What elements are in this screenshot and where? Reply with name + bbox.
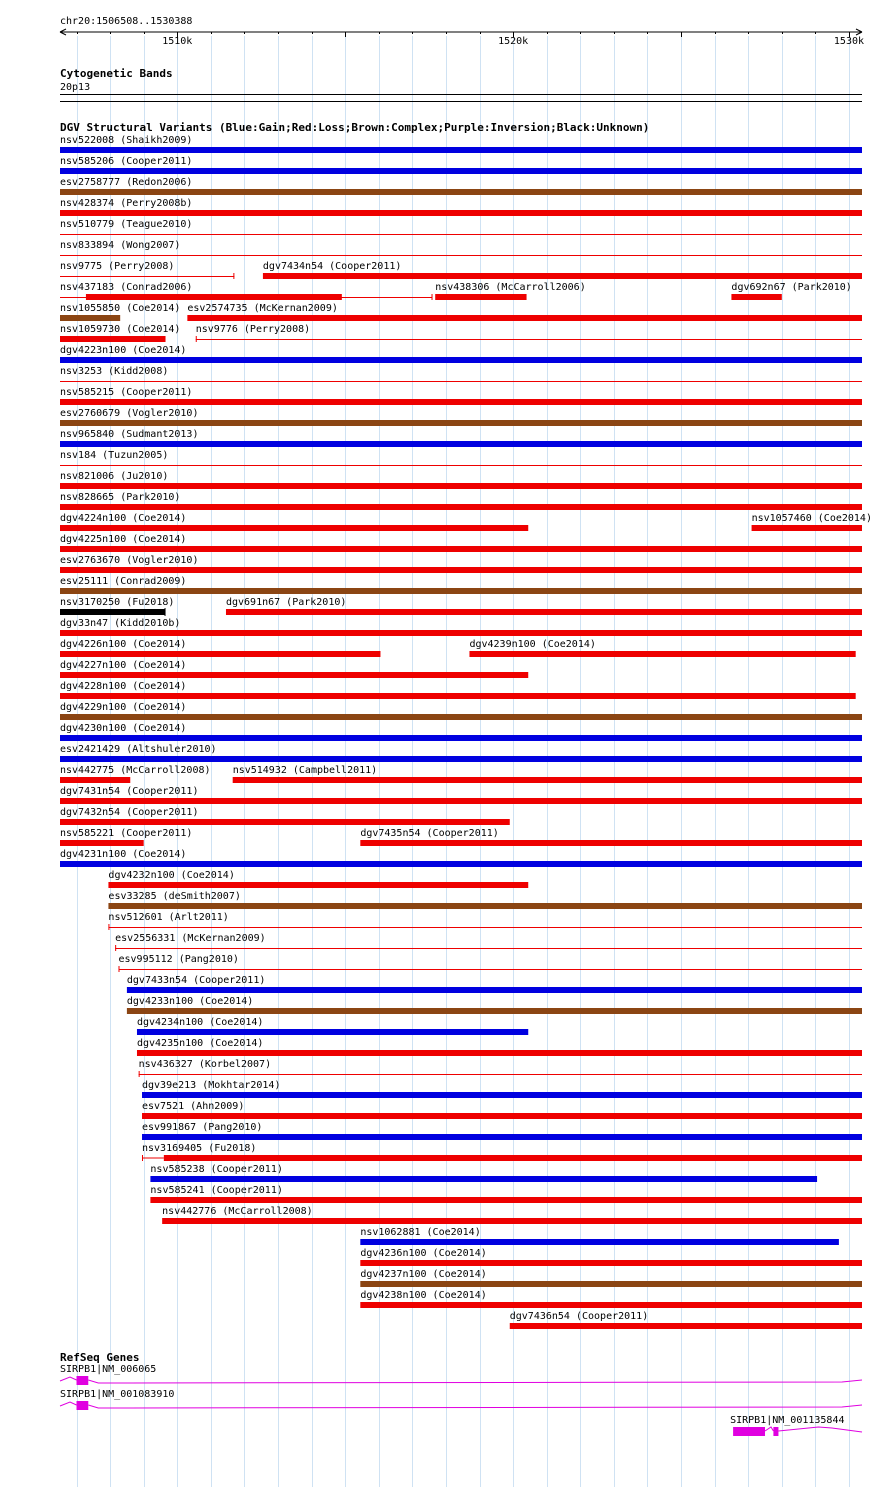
variant-label: dgv691n67 (Park2010) — [225, 597, 347, 608]
variant-label: nsv585215 (Cooper2011) — [60, 387, 193, 398]
variant-label: dgv4231n100 (Coe2014) — [60, 849, 187, 860]
variant-bar — [60, 756, 862, 762]
variant-label: dgv4227n100 (Coe2014) — [60, 660, 187, 671]
variant-label: nsv428374 (Perry2008b) — [60, 198, 193, 209]
variant-label: esv25111 (Conrad2009) — [60, 576, 187, 587]
variant-label: nsv436327 (Korbel2007) — [138, 1059, 272, 1070]
variant-bar — [60, 399, 862, 405]
variant-label: esv2421429 (Altshuler2010) — [60, 744, 217, 755]
variant-label: dgv4236n100 (Coe2014) — [360, 1248, 487, 1259]
variant-label: nsv184 (Tuzun2005) — [60, 450, 169, 461]
variant-label: nsv3169405 (Fu2018) — [142, 1143, 257, 1154]
variant-label: nsv1059730 (Coe2014) — [60, 324, 181, 335]
variant-label: nsv1062881 (Coe2014) — [360, 1227, 481, 1238]
variant-bar — [60, 588, 862, 594]
variant-label: dgv4229n100 (Coe2014) — [60, 702, 187, 713]
variant-label: dgv33n47 (Kidd2010b) — [60, 618, 181, 629]
variant-bar — [60, 651, 380, 657]
variant-label: nsv1055850 (Coe2014) — [60, 303, 181, 314]
variant-label: nsv833894 (Wong2007) — [60, 240, 181, 251]
variant-bar — [60, 210, 862, 216]
dgv-features — [60, 135, 872, 1329]
variant-bar — [60, 840, 144, 846]
gene-intron-line — [60, 1402, 862, 1408]
variant-label: dgv7433n54 (Cooper2011) — [126, 975, 266, 986]
variant-bar — [142, 1092, 862, 1098]
variant-label: dgv4235n100 (Coe2014) — [136, 1038, 264, 1049]
variant-label: dgv4225n100 (Coe2014) — [60, 534, 187, 545]
variant-bar — [263, 273, 862, 279]
variant-bar — [360, 1239, 839, 1245]
variant-bar — [60, 525, 528, 531]
variant-bar — [142, 1113, 862, 1119]
variant-label: esv7521 (Ahn2009) — [142, 1101, 245, 1112]
variant-label: dgv4230n100 (Coe2014) — [60, 723, 187, 734]
variant-bar — [127, 1008, 862, 1014]
variant-label: esv2574735 (McKernan2009) — [187, 303, 338, 314]
variant-bar — [137, 1050, 862, 1056]
variant-label: esv2763670 (Vogler2010) — [60, 555, 199, 566]
dgv-structural-variants-track — [60, 121, 872, 1329]
variant-label: nsv522008 (Shaikh2009) — [60, 135, 193, 146]
variant-label: nsv3170250 (Fu2018) — [60, 597, 175, 608]
variant-label: nsv9776 (Perry2008) — [195, 324, 311, 335]
variant-label: nsv585221 (Cooper2011) — [60, 828, 193, 839]
variant-bar — [60, 693, 856, 699]
variant-label: dgv4239n100 (Coe2014) — [469, 639, 596, 650]
cytoband-label: 20p13 — [60, 82, 91, 93]
cytoband-track-title: Cytogenetic Bands — [60, 67, 173, 80]
variant-label: nsv3253 (Kidd2008) — [60, 366, 169, 377]
variant-label: nsv442776 (McCarroll2008) — [162, 1206, 313, 1217]
variant-label: dgv4233n100 (Coe2014) — [126, 996, 254, 1007]
variant-bar — [60, 798, 862, 804]
gene-exon — [77, 1401, 89, 1410]
variant-bar — [360, 840, 862, 846]
variant-bar — [60, 861, 862, 867]
variant-bar — [360, 1260, 862, 1266]
variant-bar — [360, 1302, 862, 1308]
gene-label: SIRPB1|NM_006065 — [60, 1364, 157, 1375]
variant-label: esv995112 (Pang2010) — [118, 954, 239, 965]
variant-bar — [60, 441, 862, 447]
variant-label: dgv7435n54 (Cooper2011) — [360, 828, 499, 839]
variant-label: nsv585241 (Cooper2011) — [150, 1185, 283, 1196]
region-label: chr20:1506508..1530388 — [60, 16, 193, 27]
variant-bar — [752, 525, 862, 531]
variant-label: nsv9775 (Perry2008) — [60, 261, 175, 272]
gene-exon — [773, 1427, 778, 1436]
variant-bar — [60, 336, 166, 342]
variant-bar — [187, 315, 862, 321]
variant-bar — [108, 882, 528, 888]
variant-bar — [162, 1218, 862, 1224]
variant-label: dgv4224n100 (Coe2014) — [60, 513, 187, 524]
variant-label: dgv692n67 (Park2010) — [731, 282, 852, 293]
variant-bar — [127, 987, 862, 993]
variant-bar — [360, 1281, 862, 1287]
ruler-tick-label: 1520k — [498, 36, 529, 47]
dgv-track-title: DGV Structural Variants (Blue:Gain;Red:Loss;Brown:Complex;Purple:Inversion;Black:Unknown) — [60, 121, 650, 134]
gene-exon — [733, 1427, 765, 1436]
variant-bar — [469, 651, 855, 657]
variant-label: nsv512601 (Arlt2011) — [108, 912, 229, 923]
variant-bar — [60, 168, 862, 174]
variant-bar — [60, 672, 528, 678]
variant-bar — [150, 1176, 817, 1182]
variant-label: esv2758777 (Redon2006) — [60, 177, 193, 188]
variant-label: nsv965840 (Sudmant2013) — [60, 429, 199, 440]
position-ruler — [60, 16, 864, 47]
variant-label: dgv4223n100 (Coe2014) — [60, 345, 187, 356]
variant-label: esv33285 (deSmith2007) — [108, 891, 241, 902]
variant-bar — [60, 147, 862, 153]
refseq-genes-track — [60, 1351, 862, 1436]
variant-bar — [60, 420, 862, 426]
variant-bar — [60, 315, 120, 321]
variant-bar — [60, 567, 862, 573]
variant-label: dgv4234n100 (Coe2014) — [136, 1017, 264, 1028]
variant-bar — [60, 189, 862, 195]
refseq-features — [60, 1364, 862, 1436]
variant-label: nsv438306 (McCarroll2006) — [435, 282, 586, 293]
variant-label: esv2556331 (McKernan2009) — [115, 933, 266, 944]
variant-label: nsv437183 (Conrad2006) — [60, 282, 193, 293]
gene-label: SIRPB1|NM_001135844 — [730, 1415, 845, 1426]
variant-bar — [60, 483, 862, 489]
variant-bar — [142, 1134, 862, 1140]
variant-label: nsv510779 (Teague2010) — [60, 219, 193, 230]
variant-label: nsv585238 (Cooper2011) — [150, 1164, 283, 1175]
variant-label: dgv7434n54 (Cooper2011) — [262, 261, 402, 272]
variant-label: dgv4237n100 (Coe2014) — [360, 1269, 487, 1280]
variant-label: dgv4226n100 (Coe2014) — [60, 639, 187, 650]
gene-intron-line — [60, 1377, 862, 1383]
variant-label: esv991867 (Pang2010) — [142, 1122, 263, 1133]
variant-label: nsv585206 (Cooper2011) — [60, 156, 193, 167]
variant-bar — [60, 714, 862, 720]
variant-bar — [60, 735, 862, 741]
variant-bar — [510, 1323, 862, 1329]
variant-bar — [164, 1155, 862, 1161]
variant-bar — [60, 357, 862, 363]
gene-intron-line — [765, 1427, 862, 1432]
variant-bar — [108, 903, 862, 909]
ruler-tick-label: 1510k — [162, 36, 193, 47]
variant-label: dgv7436n54 (Cooper2011) — [509, 1311, 649, 1322]
variant-bar — [60, 630, 862, 636]
variant-label: nsv514932 (Campbell2011) — [232, 765, 378, 776]
variant-label: esv2760679 (Vogler2010) — [60, 408, 199, 419]
variant-label: dgv39e213 (Mokhtar2014) — [142, 1080, 281, 1091]
variant-bar — [60, 819, 510, 825]
variant-bar — [60, 609, 166, 615]
variant-label: dgv4228n100 (Coe2014) — [60, 681, 187, 692]
variant-bar — [60, 546, 862, 552]
variant-bar — [137, 1029, 528, 1035]
variant-bar — [226, 609, 862, 615]
variant-bar — [60, 777, 130, 783]
refseq-track-title: RefSeq Genes — [60, 1351, 140, 1364]
variant-bar — [233, 777, 862, 783]
gene-label: SIRPB1|NM_001083910 — [60, 1389, 175, 1400]
gene-exon — [77, 1376, 89, 1385]
variant-bar — [435, 294, 526, 300]
variant-label: dgv7432n54 (Cooper2011) — [60, 807, 199, 818]
variant-bar — [731, 294, 781, 300]
variant-label: dgv4238n100 (Coe2014) — [360, 1290, 487, 1301]
variant-label: nsv442775 (McCarroll2008) — [60, 765, 211, 776]
variant-bar — [150, 1197, 862, 1203]
variant-bar — [60, 504, 862, 510]
cytogenetic-bands-track — [60, 67, 862, 102]
ruler-tick-label: 1530k — [833, 36, 865, 47]
variant-label: nsv821006 (Ju2010) — [60, 471, 169, 482]
variant-bar — [86, 294, 342, 300]
variant-label: dgv7431n54 (Cooper2011) — [60, 786, 199, 797]
variant-label: nsv828665 (Park2010) — [60, 492, 181, 503]
variant-label: dgv4232n100 (Coe2014) — [108, 870, 235, 881]
variant-label: nsv1057460 (Coe2014) — [751, 513, 872, 524]
